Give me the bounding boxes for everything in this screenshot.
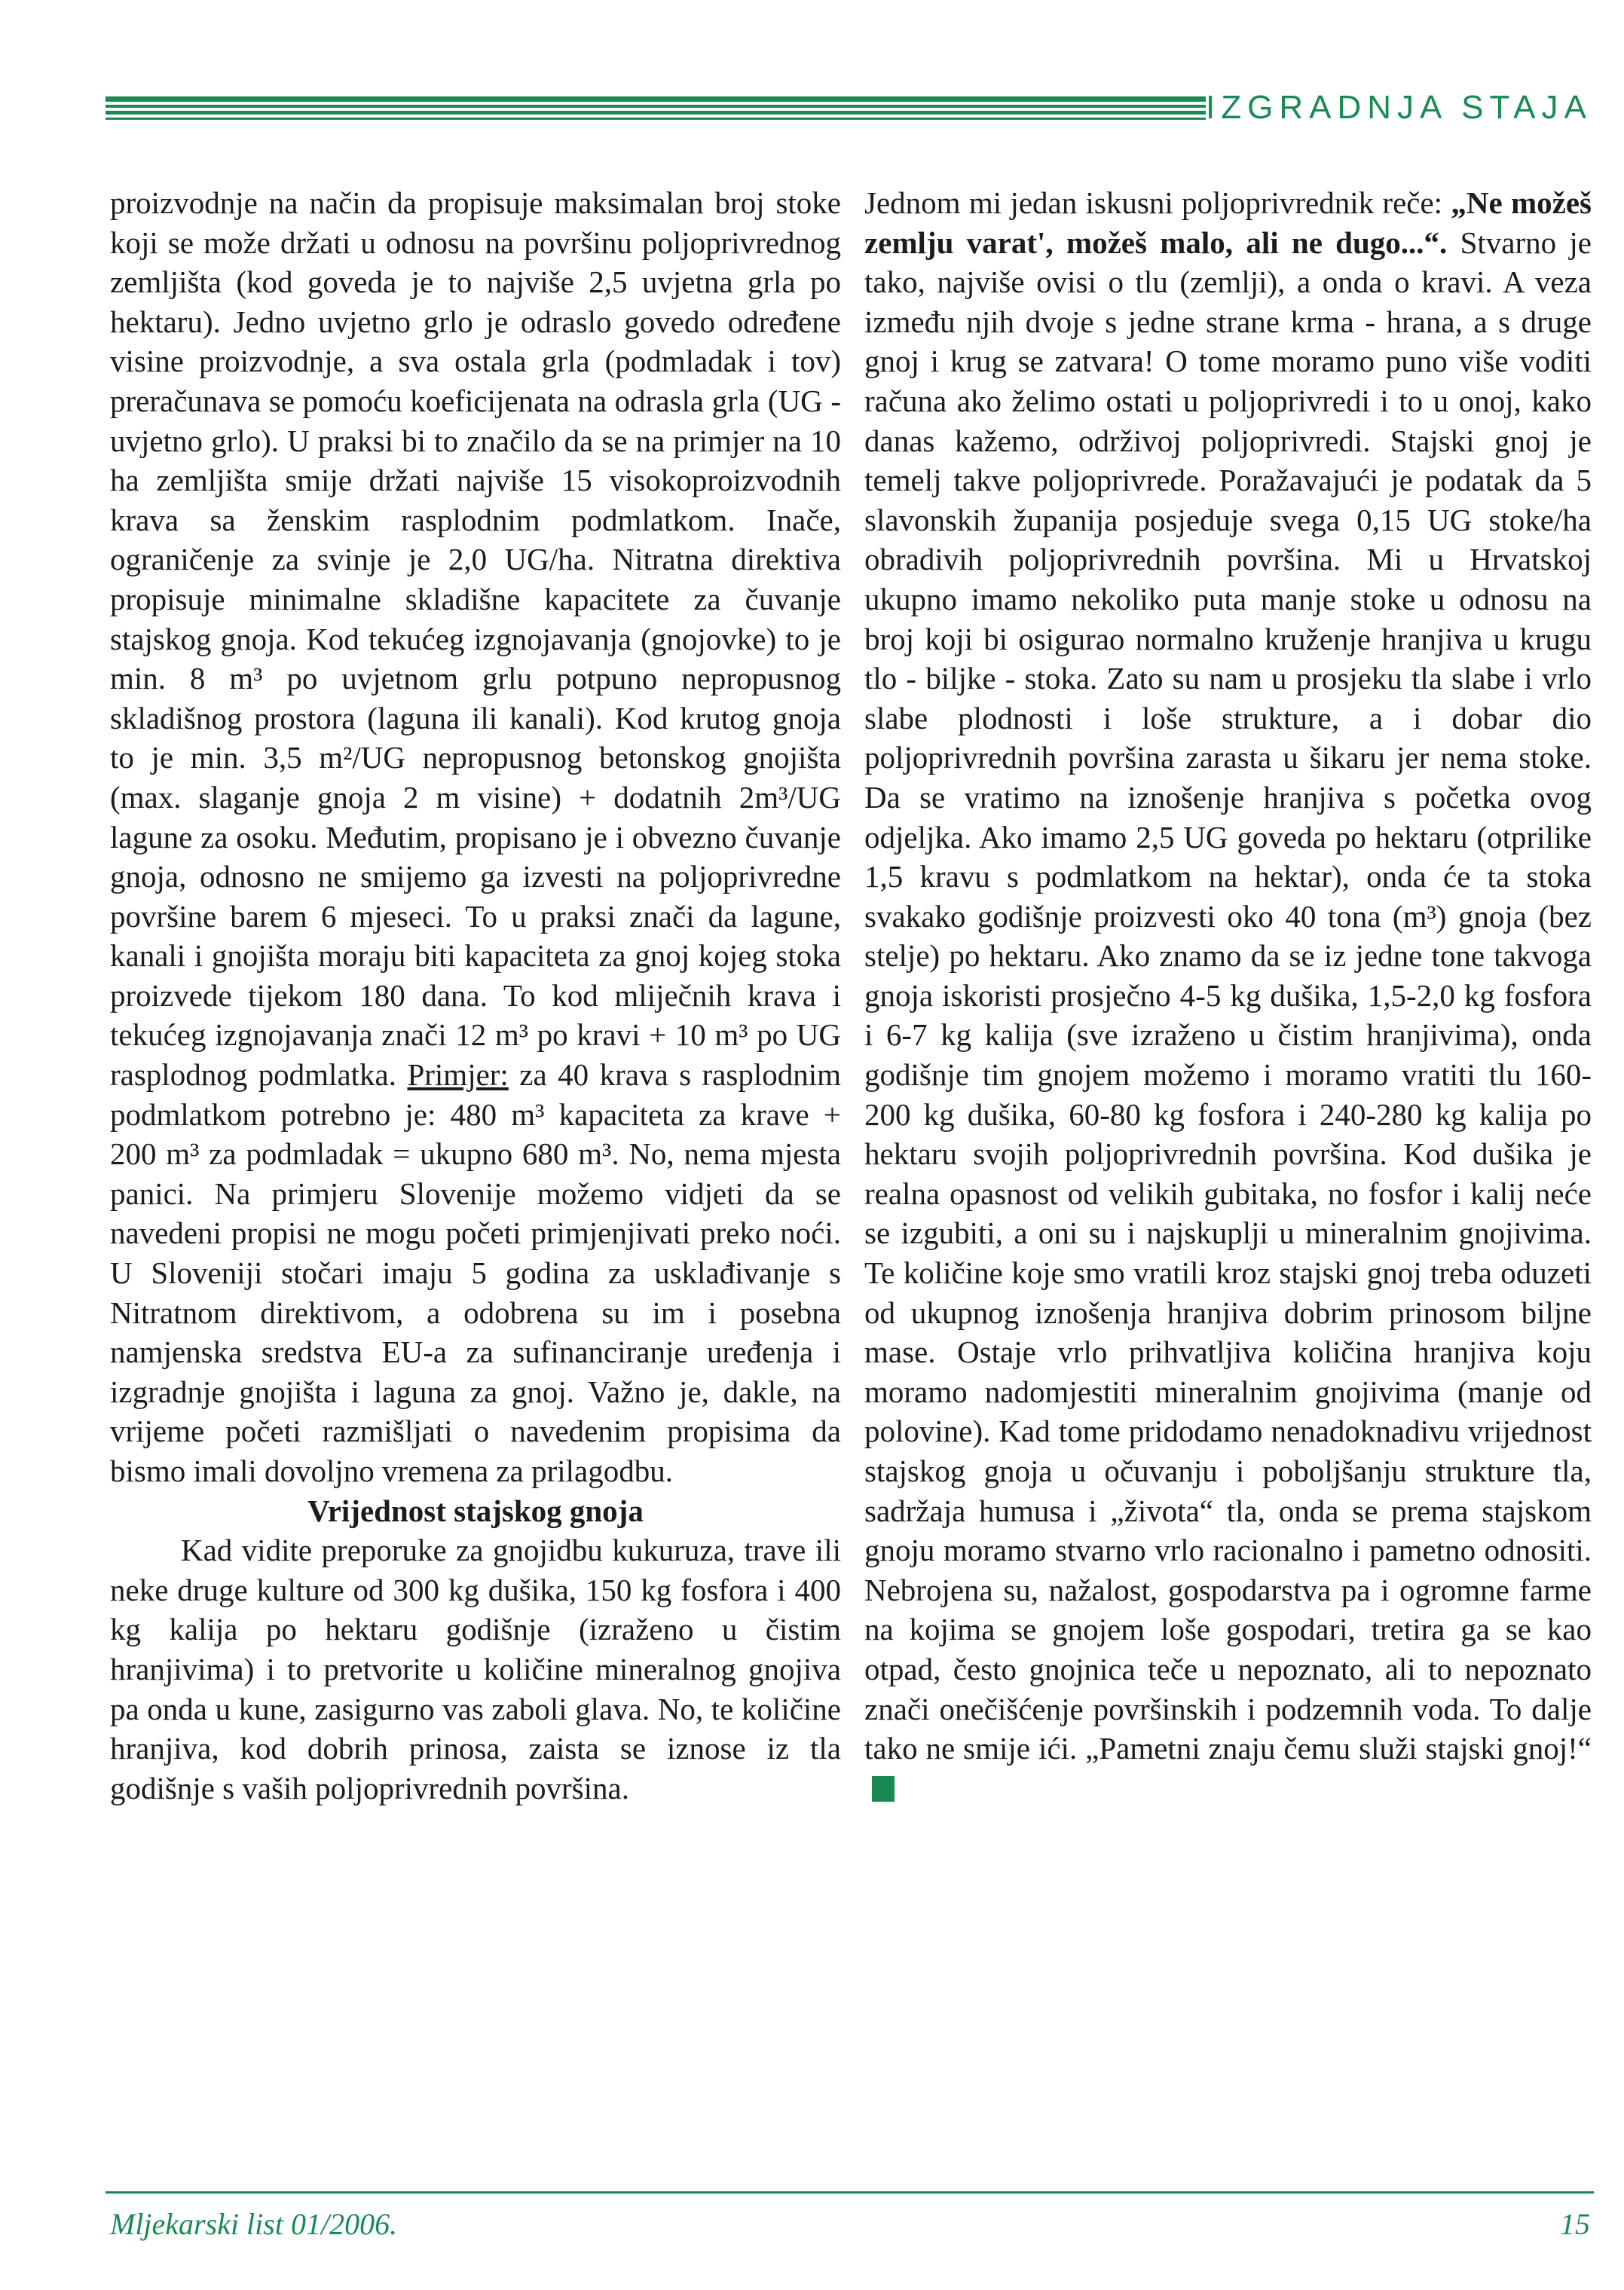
paragraph-text: za 40 krava s rasplodnim podmlatkom potrebno je: 480 m³ kapaciteta za krave + 200 m³ za podmladak = ukupno 680 m³. No, nema mjesta panici. Na primjeru Slovenije možemo vidjeti da se navedeni propisi ne mogu početi primjenjivati preko noći. U Sloveniji stočari imaju 5 godina za usklađivanje s Nitratnom direktivom, a odobrena su im i posebna namjenska sredstva EU-a za sufinanciranje uređenja i izgradnje gnojišta i laguna za gnoj. Važno je, dakle, na vrijeme početi razmišljati o navedenim propisima da bismo imali dovoljno vremena za prilagodbu.: [110, 1057, 841, 1488]
bold-quote: „Ne možeš zemlju varat', možeš malo, ali ne dugo...“.: [864, 185, 1592, 260]
header-rule: [106, 105, 1206, 108]
footer-journal-title: Mljekarski list 01/2006.: [110, 2207, 398, 2241]
paragraph-text: proizvodnje na način da propisuje maksimalan broj stoke koji se može držati u odnosu na površinu poljoprivrednog zemljišta (kod goveda je to najviše 2,5 uvjetna grla po hektaru). Jedno uvjetno grlo je odraslo govedo određene visine proizvodnje, a sva ostala grla (podmladak i tov) preračunava se pomoću koeficijenata na odrasla grla (UG - uvjetno grlo). U praksi bi to značilo da se na primjer na 10 ha zemljišta smije držati najviše 15 visokoproizvodnih krava sa ženskim rasplodnim podmlatkom. Inače, ograničenje za svinje je 2,0 UG/ha. Nitratna direktiva propisuje minimalne skladišne kapacitete za čuvanje stajskog gnoja. Kod tekućeg izgnojavanja (gnojovke) to je min. 8 m³ po uvjetnom grlu potpuno nepropusnog skladišnog prostora (laguna ili kanali). Kod krutog gnoja to je min. 3,5 m²/UG nepropusnog betonskog gnojišta (max. slaganje gnoja 2 m visine) + dodatnih 2m³/UG lagune za osoku. Međutim, propisano je i obvezno čuvanje gnoja, odnosno ne smijemo ga izvesti na poljoprivredne površine barem 6 mjeseci. To u praksi znači da lagune, kanali i gnojišta moraju biti kapaciteta za gnoj kojeg stoka proizvede tijekom 180 dana. To kod mliječnih krava i tekućeg izgnojavanja znači 12 m³ po kravi + 10 m³ po UG rasplodnog podmlatka.: [110, 185, 841, 1093]
header-rule: [106, 111, 1206, 115]
section-title: IZGRADNJA STAJA: [1206, 89, 1592, 126]
paragraph: [110, 183, 841, 1491]
header-rules: [106, 96, 1206, 125]
page-number: 15: [1560, 2207, 1590, 2241]
right-column: [864, 183, 1592, 1808]
section-subheading: Vrijednost stajskog gnoja: [307, 1493, 644, 1528]
end-of-article-mark: [872, 1776, 895, 1802]
paragraph: Kad vidite preporuke za gnojidbu kukuruza, trave ili neke druge kulture od 300 kg dušika, 150 kg fosfora i 400 kg kalija po hektaru godišnje (izraženo u čistim hranjivima) i to pretvorite u količine mineralnog gnojiva pa onda u kune, zasigurno vas zaboli glava. No, te količine hranjiva, kod dobrih prinosa, zaista se iznose iz tla godišnje s vaših poljoprivrednih površina.: [110, 1533, 841, 1805]
footer-rule: [106, 2191, 1594, 2194]
paragraph: [864, 183, 1592, 1808]
example-label: Primjer:: [407, 1057, 509, 1093]
paragraph-text: Jednom mi jedan iskusni poljoprivrednik reče:: [864, 185, 1451, 220]
paragraph-text: Stvarno je tako, najviše ovisi o tlu (zemlji), a onda o kravi. A veza između njih dvoje s jedne strane krma - hrana, a s druge gnoj i krug se zatvara! O tome moramo puno više voditi računa ako želimo ostati u poljoprivredi i to u onoj, kako danas kažemo, održivoj poljoprivredi. Stajski gnoj je temelj takve poljoprivrede. Poražavajući je podatak da 5 slavonskih županija posjeduje svega 0,15 UG stoke/ha obradivih poljoprivrednih površina. Mi u Hrvatskoj ukupno imamo nekoliko puta manje stoke u odnosu na broj koji bi osigurao normalno kruženje hranjiva u krugu tlo - biljke - stoka. Zato su nam u prosjeku tla slabe i vrlo slabe plodnosti i loše strukture, a i dobar dio poljoprivrednih površina zarasta u šikaru jer nema stoke. Da se vratimo na iznošenje hranjiva s početka ovog odjeljka. Ako imamo 2,5 UG goveda po hektaru (otprilike 1,5 kravu s podmlatkom na hektar), onda će ta stoka svakako godišnje proizvesti oko 40 tona (m³) gnoja (bez stelje) po hektaru. Ako znamo da se iz jedne tone takvoga gnoja iskoristi prosječno 4-5 kg dušika, 1,5-2,0 kg fosfora i 6-7 kg kalija (sve izraženo u čistim hranjivima), onda godišnje tim gnojem možemo i moramo vratiti tlu 160-200 kg dušika, 60-80 kg fosfora i 240-280 kg kalija po hektaru svojih poljoprivrednih površina. Kod dušika je realna opasnost od velikih gubitaka, no fosfor i kalij neće se izgubiti, a oni su i najskuplji u mineralnim gnojivima. Te količine koje smo vratili kroz stajski gnoj treba oduzeti od ukupnog iznošenja hranjiva dobrim prinosom biljne mase. Ostaje vrlo prihvatljiva količina hranjiva koju moramo nadomjestiti mineralnim gnojivima (manje od polovine). Kad tome pridodamo nenadoknadivu vrijednost stajskog gnoja u očuvanju i poboljšanju strukture tla, sadržaja humusa i „života“ tla, onda se prema stajskom gnoju moramo stvarno vrlo racionalno i pametno odnositi. Nebrojena su, nažalost, gospodarstva pa i ogromne farme na kojima se gnojem loše gospodari, tretira ga se kao otpad, često gnojnica teče u nepoznato, ali to nepoznato znači onečišćenje površinskih i podzemnih voda. To dalje tako ne smije ići. „Pametni znaju čemu služi stajski gnoj!“: [864, 225, 1592, 1766]
header-rule: [106, 118, 1206, 120]
left-column: [110, 183, 841, 1808]
header-rule: [106, 96, 1206, 102]
